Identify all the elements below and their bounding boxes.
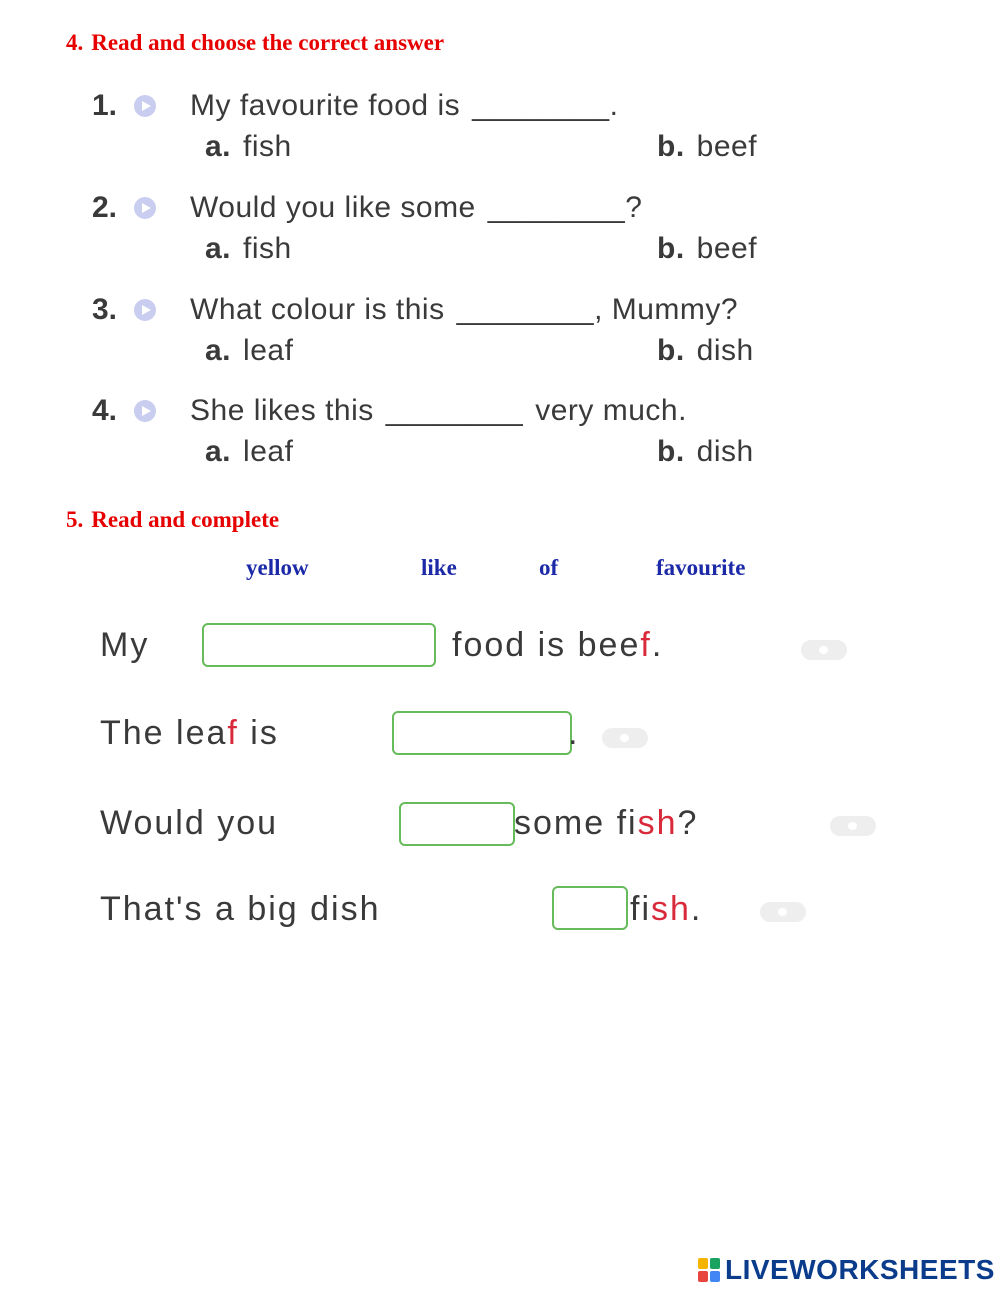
- answer-input[interactable]: [202, 623, 436, 667]
- word-bank-item: favourite: [656, 555, 746, 580]
- logo-tile: [698, 1258, 708, 1269]
- question-text: She likes this: [190, 394, 374, 427]
- question-text: Would you like some: [190, 191, 476, 224]
- question-ending: very much.: [535, 394, 687, 427]
- liveworksheets-logo-icon: [697, 1257, 721, 1283]
- question-1: [92, 86, 952, 178]
- option-b[interactable]: [657, 130, 757, 164]
- option-text: beef: [696, 232, 758, 265]
- question-number: 2.: [92, 191, 118, 224]
- option-a[interactable]: [205, 334, 293, 368]
- highlighted-letters: sh: [637, 804, 678, 842]
- play-audio-icon[interactable]: [134, 95, 156, 117]
- question-text: What colour is this: [190, 293, 445, 326]
- brand-name: LIVEWORKSHEETS: [725, 1254, 995, 1285]
- question-ending: .: [609, 89, 619, 122]
- option-a[interactable]: [205, 130, 292, 164]
- word-bank: [0, 555, 1000, 585]
- sentence-ending: .: [568, 714, 580, 752]
- sentence-text: [100, 714, 279, 753]
- option-text: beef: [696, 130, 758, 163]
- option-b[interactable]: [657, 232, 757, 266]
- section-4-title: [66, 30, 444, 56]
- play-audio-icon[interactable]: [134, 299, 156, 321]
- option-letter: a.: [205, 435, 232, 468]
- highlighted-letters: f: [640, 626, 652, 664]
- option-letter: b.: [657, 435, 685, 468]
- blank-line: ________: [472, 89, 610, 122]
- sentence-text: [630, 890, 702, 929]
- option-a[interactable]: [205, 435, 293, 469]
- sentence-ending: ?: [677, 804, 699, 842]
- sentence-text: That's a big dish: [100, 890, 381, 928]
- option-text: fish: [243, 130, 292, 163]
- question-text: My favourite food is: [190, 89, 461, 122]
- sentence-4: [100, 884, 860, 934]
- highlighted-letters: sh: [651, 890, 691, 928]
- sentence-text-part: food is bee: [452, 626, 641, 664]
- question-ending: , Mummy?: [594, 293, 739, 326]
- question-4: [92, 391, 952, 483]
- question-number: 1.: [92, 89, 118, 122]
- section-5-heading: Read and complete: [91, 507, 280, 532]
- sentence-text-part: fi: [630, 890, 651, 928]
- answer-input[interactable]: [392, 711, 572, 755]
- sentence-text-part: some fi: [514, 804, 638, 842]
- logo-tile: [698, 1271, 708, 1282]
- question-row: [92, 290, 738, 330]
- section-4-heading: Read and choose the correct answer: [91, 30, 445, 55]
- option-b[interactable]: [657, 334, 754, 368]
- option-letter: a.: [205, 130, 232, 163]
- word-bank-item: yellow: [246, 555, 309, 580]
- word-bank-item: like: [421, 555, 457, 580]
- section-5-title: [66, 507, 279, 533]
- speaker-icon[interactable]: [602, 728, 648, 748]
- section-5-number: 5.: [66, 507, 84, 532]
- answer-input[interactable]: [552, 886, 628, 930]
- blank-line: ________: [456, 293, 595, 326]
- highlighted-letters: f: [227, 714, 239, 752]
- question-row: [92, 86, 618, 126]
- option-letter: a.: [205, 232, 232, 265]
- speaker-icon[interactable]: [760, 902, 806, 922]
- option-letter: a.: [205, 334, 232, 367]
- logo-tile: [710, 1258, 720, 1269]
- section-4-number: 4.: [66, 30, 84, 55]
- sentence-text-part: The lea: [100, 714, 228, 752]
- question-row: [92, 391, 687, 431]
- speaker-icon[interactable]: [830, 816, 876, 836]
- play-audio-icon[interactable]: [134, 197, 156, 219]
- option-a[interactable]: [205, 232, 292, 266]
- option-letter: b.: [657, 130, 685, 163]
- sentence-3: [100, 798, 880, 848]
- word-bank-item: of: [539, 555, 559, 580]
- question-row: [92, 188, 642, 228]
- sentence-text: [514, 804, 698, 843]
- question-2: [92, 188, 952, 280]
- option-text: leaf: [243, 334, 294, 367]
- blank-line: ________: [487, 191, 626, 224]
- sentence-1: [100, 620, 860, 670]
- sentence-2: [100, 708, 660, 758]
- play-audio-icon[interactable]: [134, 400, 156, 422]
- option-text: dish: [696, 435, 754, 468]
- speaker-icon[interactable]: [801, 640, 847, 660]
- question-3: [92, 290, 952, 382]
- option-b[interactable]: [657, 435, 754, 469]
- sentence-text: My: [100, 626, 150, 664]
- sentence-text: Would you: [100, 804, 279, 842]
- answer-input[interactable]: [399, 802, 515, 846]
- option-letter: b.: [657, 232, 685, 265]
- option-text: fish: [243, 232, 292, 265]
- question-number: 3.: [92, 293, 118, 326]
- sentence-text-part: is: [238, 714, 279, 752]
- sentence-ending: .: [651, 626, 664, 664]
- question-ending: ?: [625, 191, 643, 224]
- option-letter: b.: [657, 334, 685, 367]
- blank-line: ________: [385, 394, 524, 427]
- sentence-text: [452, 626, 663, 665]
- option-text: dish: [696, 334, 754, 367]
- option-text: leaf: [243, 435, 294, 468]
- sentence-ending: .: [690, 890, 703, 928]
- liveworksheets-logo: [697, 1255, 995, 1285]
- logo-tile: [710, 1271, 720, 1282]
- question-number: 4.: [92, 394, 118, 427]
